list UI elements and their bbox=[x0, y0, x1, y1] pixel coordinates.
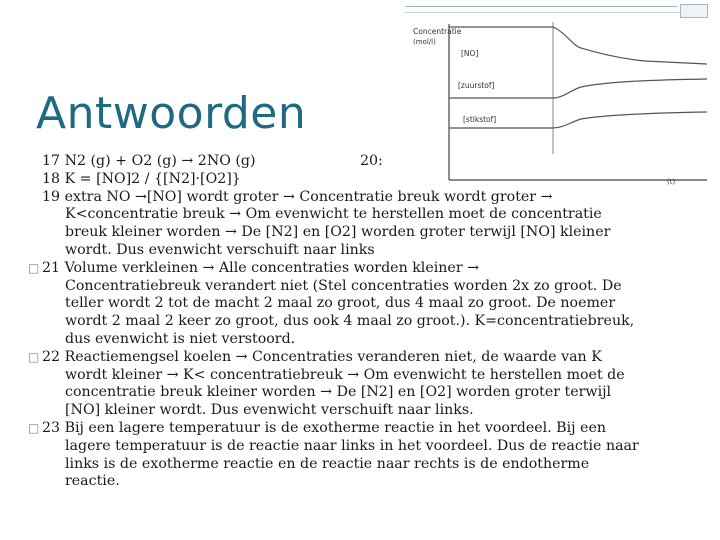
answer-21 bbox=[28, 259, 682, 349]
answer-line: 19 extra NO →[NO] wordt groter → Concentratie breuk wordt groter → bbox=[42, 188, 553, 205]
answer-line: 22 Reactiemengsel koelen → Concentraties veranderen niet, de waarde van K bbox=[42, 348, 602, 365]
answer-line: reactie. bbox=[65, 473, 120, 490]
decorative-line bbox=[405, 12, 697, 13]
answer-17 bbox=[42, 153, 682, 171]
series-no-line bbox=[449, 27, 707, 64]
chart-yunit: (mol/l) bbox=[413, 38, 436, 46]
series-label-nitrogen: [stikstof] bbox=[463, 115, 497, 124]
answer-line: dus evenwicht is niet verstoord. bbox=[65, 330, 296, 347]
bullet-icon: □ bbox=[28, 260, 40, 275]
decorative-line bbox=[405, 6, 677, 7]
answers-list bbox=[28, 153, 682, 491]
answer-line: concentratie breuk kleiner worden → De [N2] en [O2] worden groter terwijl bbox=[65, 384, 612, 401]
answer-18 bbox=[42, 171, 682, 189]
answer-line: lagere temperatuur is de reactie naar links in het voordeel. Dus de reactie naar bbox=[65, 437, 639, 454]
answer-line: 17 N2 (g) + O2 (g) → 2NO (g) bbox=[42, 153, 256, 169]
bullet-icon: □ bbox=[28, 420, 40, 435]
answer-line: wordt kleiner → K< concentratiebreuk → Om evenwicht te herstellen moet de bbox=[65, 366, 625, 383]
decorative-bar bbox=[680, 4, 708, 18]
decorative-header-frame bbox=[400, 0, 720, 18]
slide-title: Antwoorden bbox=[36, 88, 307, 139]
answer-line: wordt 2 maal 2 keer zo groot, dus ook 4 maal zo groot.). K=concentratiebreuk, bbox=[65, 313, 635, 330]
answer-23 bbox=[28, 419, 682, 491]
bullet-icon: □ bbox=[28, 349, 40, 364]
answer-line: 23 Bij een lagere temperatuur is de exotherme reactie in het voordeel. Bij een bbox=[42, 419, 606, 436]
answer-line: links is de exotherme reactie en de reactie naar rechts is de endotherme bbox=[65, 455, 590, 472]
chart-xlabel: (t) bbox=[667, 178, 676, 186]
answer-19 bbox=[42, 189, 682, 260]
chart-ylabel: Concentratie bbox=[413, 27, 462, 36]
answer-line: wordt. Dus evenwicht verschuift naar links bbox=[65, 241, 375, 258]
series-label-no: [NO] bbox=[461, 49, 479, 58]
answer-line: 21 Volume verkleinen → Alle concentraties worden kleiner → bbox=[42, 259, 479, 276]
answer-line: breuk kleiner worden → De [N2] en [O2] worden groter terwijl [NO] kleiner bbox=[65, 224, 611, 241]
answer-line: [NO] kleiner wordt. Dus evenwicht verschuift naar links. bbox=[65, 402, 474, 419]
series-label-oxygen: [zuurstof] bbox=[458, 81, 495, 90]
answer-line: teller wordt 2 tot de macht 2 maal zo groot, dus 4 maal zo groot. De noemer bbox=[65, 295, 616, 312]
answer-line: Concentratiebreuk verandert niet (Stel concentraties worden 2x zo groot. De bbox=[65, 277, 622, 294]
answer-line: 18 K = [NO]2 / {[N2]·[O2]} bbox=[42, 170, 241, 187]
answer-line: K<concentratie breuk → Om evenwicht te herstellen moet de concentratie bbox=[65, 206, 602, 223]
answer-22 bbox=[28, 348, 682, 420]
answer-20-label: 20: bbox=[360, 153, 383, 169]
